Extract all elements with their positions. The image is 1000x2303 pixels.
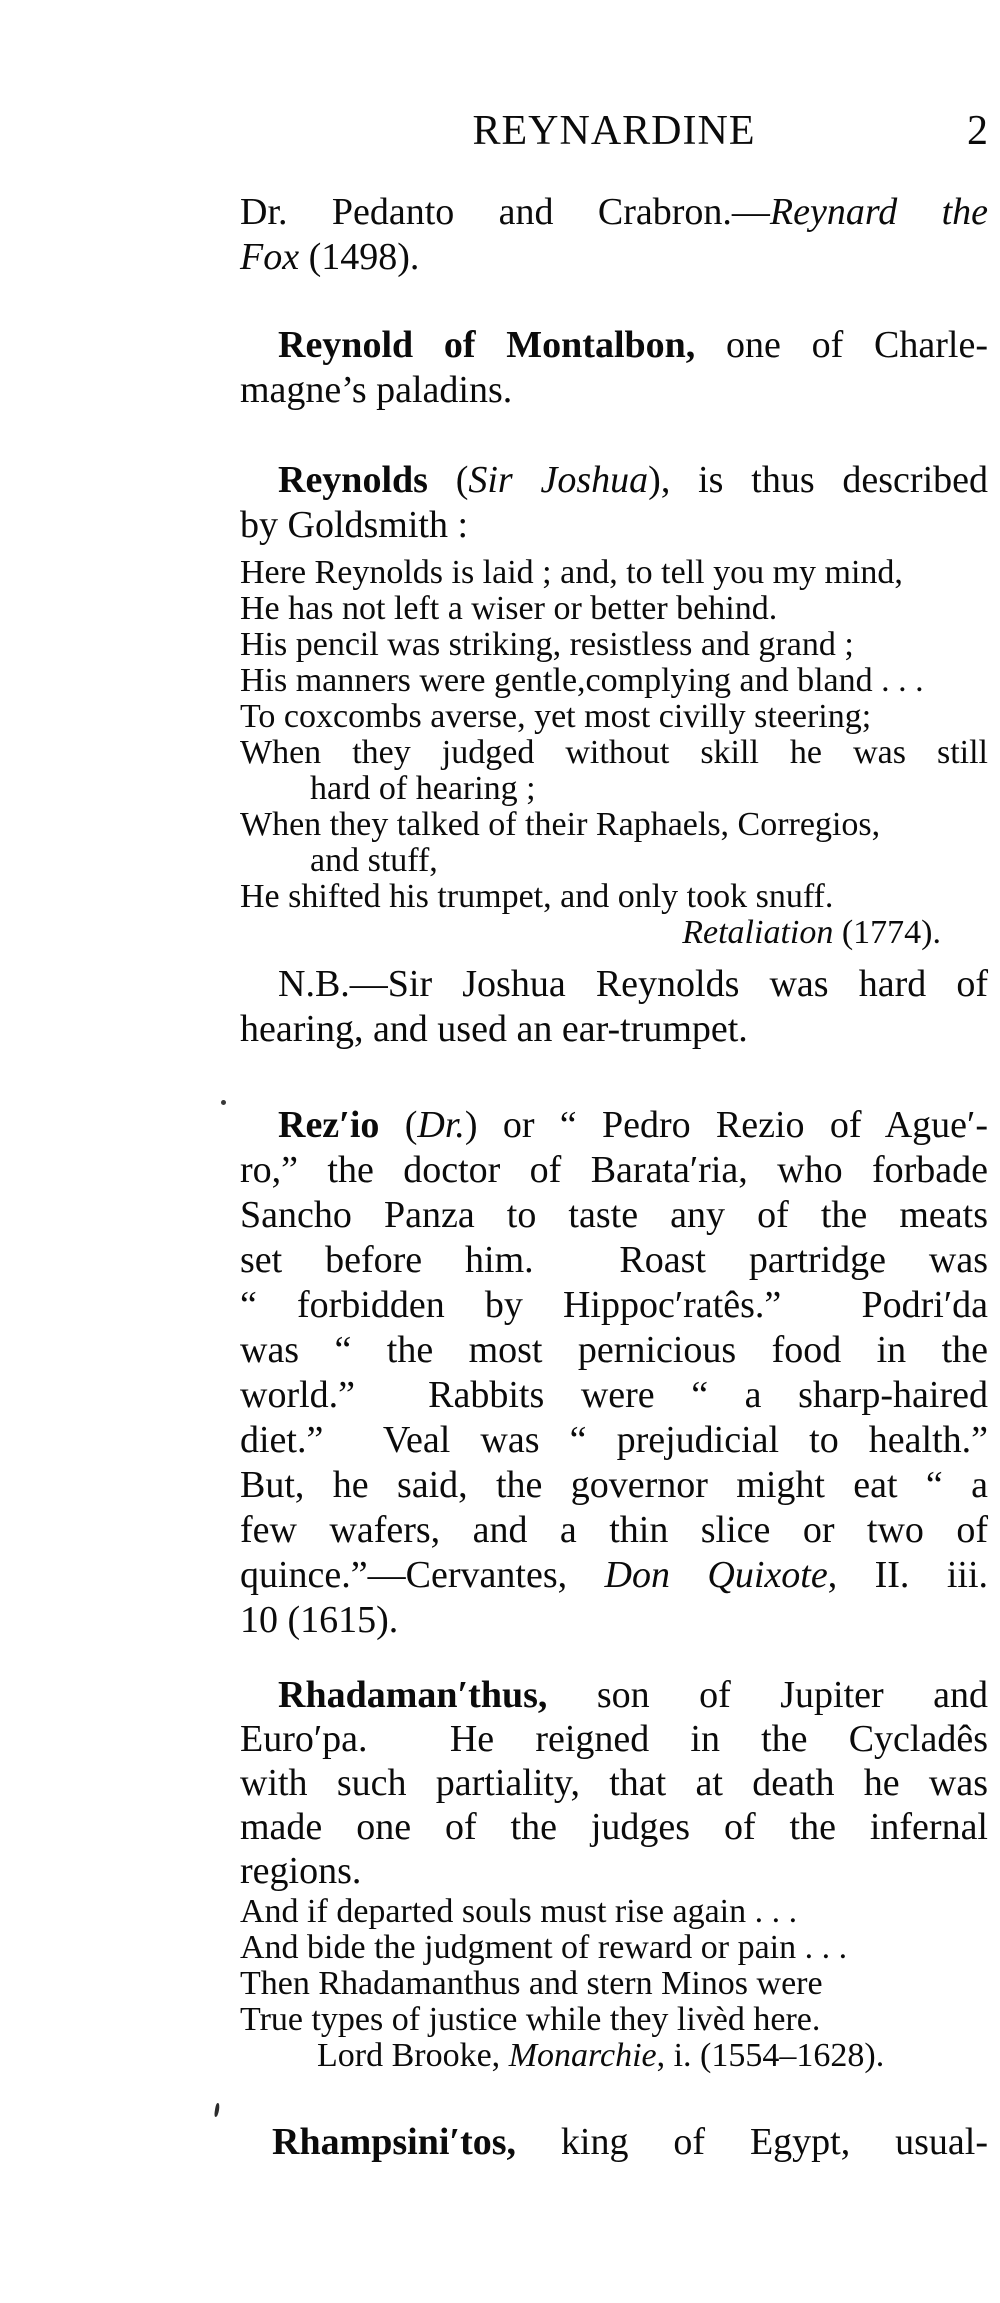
text-line <box>240 1508 988 1553</box>
text-line <box>240 2120 988 2165</box>
text-segment: Reynolds <box>278 459 428 501</box>
text-segment: few wafers, and a thin slice or two of <box>240 1509 988 1551</box>
text-line <box>240 1418 988 1463</box>
entry-rezio <box>240 1103 988 1643</box>
text-segment: Euro′pa. He reigned in the Cycladês <box>240 1718 988 1760</box>
text-line <box>240 1328 988 1373</box>
text-segment: and stuff, <box>310 842 438 879</box>
text-segment: ) or “ Pedro Rezio of Ague′- <box>464 1104 988 1146</box>
text-segment: Rez′io <box>278 1104 380 1146</box>
text-line <box>240 1553 988 1598</box>
text-segment: Monarchie <box>508 2037 657 2074</box>
text-segment: Rhampsini′tos, <box>272 2121 517 2163</box>
continuation-paragraph-reynardine <box>240 190 988 280</box>
ink-speck <box>214 2103 220 2117</box>
brooke-verse-quote <box>240 1894 988 2074</box>
text-line <box>240 1849 988 1893</box>
text-line <box>240 1373 988 1418</box>
text-line <box>240 699 988 735</box>
text-line <box>240 2038 988 2074</box>
text-segment: Then Rhadamanthus and stern Minos were <box>240 1965 823 2002</box>
entry-rhadamanthus <box>240 1673 988 1893</box>
text-line <box>240 771 988 807</box>
text-line <box>240 503 988 548</box>
text-segment: “ forbidden by Hippoc′ratês.” Podri′da <box>240 1284 988 1326</box>
entry-reynold-of-montalbon <box>240 323 988 413</box>
text-segment: ( <box>427 459 469 501</box>
text-line <box>240 807 988 843</box>
text-segment: Rhadaman′thus, <box>278 1674 548 1716</box>
text-segment: diet.” Veal was “ prejudicial to health.” <box>240 1419 988 1461</box>
text-segment: N.B.—Sir Joshua Reynolds was hard of <box>278 963 988 1005</box>
text-segment: Don Quixote <box>604 1554 828 1596</box>
text-segment: Lord Brooke, <box>317 2037 509 2074</box>
text-segment: was “ the most pernicious food in the <box>240 1329 988 1371</box>
text-line <box>240 555 988 591</box>
text-line <box>240 1148 988 1193</box>
text-segment: quince.”—Cervantes, <box>240 1554 605 1596</box>
text-line <box>240 879 988 915</box>
text-segment: ( <box>379 1104 418 1146</box>
text-line <box>240 190 988 235</box>
text-segment: When they judged without skill he was still <box>240 734 988 771</box>
text-segment: ro,” the doctor of Barata′ria, who forbade <box>240 1149 988 1191</box>
text-segment: But, he said, the governor might eat “ a <box>240 1464 988 1506</box>
nb-paragraph <box>240 962 988 1052</box>
goldsmith-verse-quote <box>240 555 988 951</box>
text-segment: And if departed souls must rise again . . . <box>240 1893 798 1930</box>
text-line <box>240 1761 988 1805</box>
text-segment: Sir Joshua <box>468 459 649 501</box>
text-line <box>240 235 988 280</box>
text-segment: Sancho Panza to taste any of the meats <box>240 1194 988 1236</box>
text-segment: His pencil was striking, resistless and grand ; <box>240 626 854 663</box>
page-number: 2 <box>967 108 988 154</box>
text-line <box>240 1463 988 1508</box>
text-segment: , II. iii. <box>827 1554 989 1596</box>
text-line <box>240 843 988 879</box>
text-segment: (1498). <box>299 236 420 278</box>
text-segment: True types of justice while they livèd here. <box>240 2001 821 2038</box>
text-segment: regions. <box>240 1850 362 1892</box>
running-header-title: REYNARDINE <box>472 108 756 154</box>
text-segment: To coxcombs averse, yet most civilly steering; <box>240 698 872 735</box>
text-line <box>240 1673 988 1717</box>
text-line <box>240 962 988 1007</box>
text-segment: Here Reynolds is laid ; and, to tell you my mind, <box>240 554 903 591</box>
text-line <box>240 1930 988 1966</box>
text-segment: hearing, and used an ear-trumpet. <box>240 1008 748 1050</box>
ink-speck <box>221 1100 226 1105</box>
text-segment: ), is thus described <box>648 459 988 501</box>
text-line <box>240 1283 988 1328</box>
text-line <box>240 1007 988 1052</box>
text-segment: world.” Rabbits were “ a sharp-haired <box>240 1374 988 1416</box>
text-line <box>240 1717 988 1761</box>
text-segment: (1774). <box>833 914 941 951</box>
text-segment: by Goldsmith : <box>240 504 469 546</box>
text-line <box>240 323 988 368</box>
text-segment: When they talked of their Raphaels, Corregios, <box>240 806 881 843</box>
text-line <box>240 1598 988 1643</box>
text-segment: hard of hearing ; <box>310 770 536 807</box>
text-segment: king of Egypt, usual- <box>516 2121 988 2163</box>
text-segment: He has not left a wiser or better behind. <box>240 590 778 627</box>
text-segment: one of Charle- <box>695 324 988 366</box>
text-segment: Fox <box>240 236 300 278</box>
text-segment: Dr. Pedanto and Crabron.— <box>240 191 770 233</box>
text-segment: His manners were gentle,complying and bland . . . <box>240 662 924 699</box>
text-line <box>240 2002 988 2038</box>
text-line <box>240 368 988 413</box>
text-segment: 10 (1615). <box>240 1599 399 1641</box>
text-segment: made one of the judges of the infernal <box>240 1806 988 1848</box>
text-line <box>240 735 988 771</box>
text-line <box>240 663 988 699</box>
text-segment: Dr. <box>417 1104 465 1146</box>
text-segment: son of Jupiter and <box>547 1674 988 1716</box>
text-line <box>240 1238 988 1283</box>
text-segment: He shifted his trumpet, and only took snuff. <box>240 878 834 915</box>
text-segment: Retaliation <box>682 914 834 951</box>
text-line <box>240 591 988 627</box>
text-line <box>240 458 988 503</box>
entry-rhampsinitos <box>240 2120 988 2165</box>
text-segment: magne’s paladins. <box>240 369 513 411</box>
text-line <box>240 1103 988 1148</box>
text-line <box>240 627 988 663</box>
text-segment: with such partiality, that at death he was <box>240 1762 988 1804</box>
text-line <box>240 1966 988 2002</box>
text-line <box>240 915 988 951</box>
text-segment: Reynard the <box>769 191 988 233</box>
entry-reynolds-sir-joshua <box>240 458 988 548</box>
text-segment: set before him. Roast partridge was <box>240 1239 988 1281</box>
text-segment: , i. (1554–1628). <box>656 2037 885 2074</box>
text-line <box>240 1894 988 1930</box>
text-line <box>240 1193 988 1238</box>
text-segment: And bide the judgment of reward or pain . . . <box>240 1929 848 1966</box>
text-line <box>240 1805 988 1849</box>
text-segment: Reynold of Montalbon, <box>278 324 696 366</box>
